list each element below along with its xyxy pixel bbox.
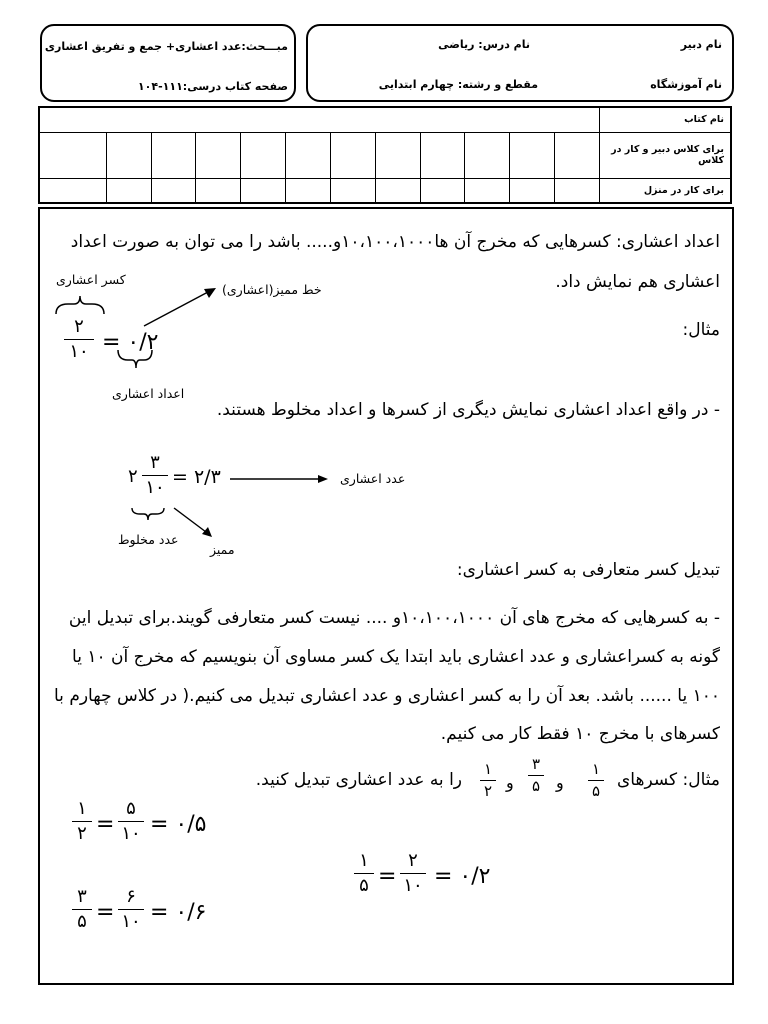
example-fraction-3 [480, 762, 496, 799]
numerator: ۱ [77, 798, 87, 819]
fig2-numerator: ۳ [150, 452, 160, 473]
decimal-number-label: عدد اعشاری [340, 471, 406, 486]
denominator: ۲ [77, 823, 87, 844]
example-1-label: مثال: [682, 320, 720, 340]
teacher-name: نام دبیر [680, 38, 722, 51]
fraction-bar [528, 775, 544, 776]
book-pages: صفحه کتاب درسی:۱۱۱-۱۰۴ [137, 80, 288, 93]
grid-cell [465, 132, 510, 178]
fig1-fraction [64, 318, 94, 361]
decimal-fraction-label: کسر اعشاری [56, 272, 126, 287]
paragraph-3-line-3: ۱۰۰ یا ...... باشد. بعد آن را به کسر اعشاری و عدد اعشاری تبدیل می کنیم.( در کلاس چهارم با [54, 686, 720, 706]
grid-cell [151, 178, 196, 203]
fig2-decimal: = ۲/۳ [172, 466, 221, 488]
fraction-bar [72, 909, 92, 910]
fraction-bar [118, 821, 144, 822]
grid-cell [196, 132, 241, 178]
book-name-label: نام کتاب [600, 107, 732, 132]
fraction-bar [142, 475, 168, 476]
fig1-decimal: = ۰/۲ [102, 330, 159, 355]
mixed-number-label: عدد مخلوط [118, 532, 179, 547]
grid-cell [510, 178, 555, 203]
grid-cell [375, 132, 420, 178]
fraction-bar [64, 339, 94, 340]
grid-cell [555, 132, 600, 178]
grid-cell [510, 132, 555, 178]
decimal-numbers-label: اعداد اعشاری [112, 386, 185, 401]
grid-cell [420, 132, 465, 178]
and-word: و [556, 773, 564, 792]
homework-label: برای کار در منزل [600, 178, 732, 203]
grid-cell [196, 178, 241, 203]
fig1-denominator: ۱۰ [69, 341, 89, 362]
book-grid [38, 106, 732, 204]
ex-denominator: ۲ [483, 782, 493, 800]
grid-cell [286, 132, 331, 178]
grid-cell [555, 178, 600, 203]
fraction-bar [588, 780, 604, 781]
example-2-label: مثال: کسرهای [617, 770, 720, 790]
paragraph-2: - در واقع اعداد اعشاری نمایش دیگری از کسرها و اعداد مخلوط هستند. [216, 400, 720, 420]
fig2-denominator: ۱۰ [145, 477, 165, 498]
grid-cell [465, 178, 510, 203]
grid-cell [330, 132, 375, 178]
fraction-bar [400, 873, 426, 874]
ex-numerator: ۱ [483, 760, 493, 778]
ex-numerator: ۱ [591, 760, 601, 778]
class-work-label: برای کلاس دبیر و کار در کلاس [600, 132, 732, 178]
fraction-bar [72, 821, 92, 822]
grid-cell [106, 178, 151, 203]
numerator: ۱ [359, 850, 369, 871]
grid-cell [39, 178, 106, 203]
equals-sign: = [96, 900, 115, 925]
numerator: ۳ [77, 886, 87, 907]
decimal-point-label: ممیز [210, 542, 235, 557]
school-name: نام آموزشگاه [650, 78, 722, 91]
example-fraction-2 [528, 757, 544, 794]
grade-name: مقطع و رشته: چهارم ابتدایی [378, 78, 538, 91]
section-heading-2: تبدیل کسر متعارفی به کسر اعشاری: [456, 560, 720, 580]
sol1-decimal: = ۰/۵ [150, 812, 207, 837]
and-word: و [506, 773, 514, 792]
grid-cell [375, 178, 420, 203]
grid-cell [420, 178, 465, 203]
definition-line-2: اعشاری هم نمایش داد. [555, 272, 720, 292]
paragraph-3-line-1: - به کسرهایی که مخرج های آن ۱۰،۱۰۰،۱۰۰۰و .... نیست کسر متعارفی گویند.برای تبدیل این [68, 608, 720, 628]
denominator: ۱۰ [121, 911, 141, 932]
denominator: ۱۰ [121, 823, 141, 844]
course-name: نام درس: ریاضی [438, 38, 530, 51]
denominator: ۵ [359, 875, 369, 896]
grid-cell [241, 178, 286, 203]
sol3-decimal: = ۰/۲ [434, 864, 491, 889]
denominator: ۱۰ [403, 875, 423, 896]
example-fraction-1 [588, 762, 604, 799]
grid-cell [330, 178, 375, 203]
grid-cell [286, 178, 331, 203]
sol3-fraction-a [354, 852, 374, 895]
ex-denominator: ۵ [591, 782, 601, 800]
grid-cell [151, 132, 196, 178]
sol2-decimal: = ۰/۶ [150, 900, 207, 925]
paragraph-3-line-4: کسرهای با مخرج ۱۰ فقط کار می کنیم. [440, 724, 720, 744]
fraction-bar [480, 780, 496, 781]
ex-denominator: ۵ [531, 777, 541, 795]
ex-numerator: ۳ [531, 755, 541, 773]
fig1-numerator: ۲ [74, 316, 84, 337]
denominator: ۵ [77, 911, 87, 932]
sol2-fraction-a [72, 888, 92, 931]
numerator: ۲ [408, 850, 418, 871]
grid-cell [106, 132, 151, 178]
fraction-bar [354, 873, 374, 874]
paragraph-3-line-2: گونه به کسراعشاری و عدد اعشاری باید ابتدا یک کسر مساوی آن بنویسیم که مخرج آن ۱۰ یا [72, 647, 720, 667]
sol3-fraction-b [400, 852, 426, 895]
numerator: ۵ [126, 798, 136, 819]
sol1-fraction-b [118, 800, 144, 843]
equals-sign: = [96, 812, 115, 837]
definition-line-1: اعداد اعشاری: کسرهایی که مخرج آن ها۱۰،۱۰۰،۱۰۰۰و..... باشد را می توان به صورت اعداد [70, 232, 720, 252]
topic-title: مبـــحث:عدد اعشاری+ جمع و تفریق اعشاری [44, 40, 288, 53]
fig2-fraction [142, 454, 168, 497]
numerator: ۶ [126, 886, 136, 907]
book-row-empty [39, 107, 600, 132]
decimal-line-label: خط ممیز(اعشاری) [222, 282, 322, 297]
grid-cell [39, 132, 106, 178]
example-2-instruction: را به عدد اعشاری تبدیل کنید. [255, 770, 462, 790]
equals-sign: = [378, 864, 397, 889]
grid-cell [241, 132, 286, 178]
fig2-whole: ۲ [128, 466, 138, 487]
fraction-bar [118, 909, 144, 910]
sol2-fraction-b [118, 888, 144, 931]
sol1-fraction-a [72, 800, 92, 843]
